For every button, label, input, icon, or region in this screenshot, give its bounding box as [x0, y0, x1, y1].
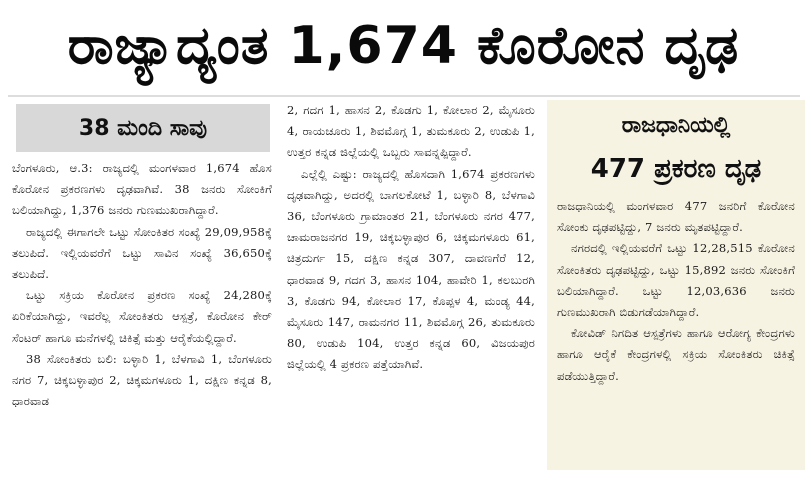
sidebar-heading-line2: 477 ಪ್ರಕರಣ ದೃಢ: [590, 154, 762, 184]
right-paragraph-3: ಕೋವಿಡ್ ನಿಗದಿತ ಆಸ್ಪತ್ರೆಗಳು ಹಾಗೂ ಆರೋಗ್ಯ ಕೇಂದ್ರಗಳು ಹಾಗೂ ಆರೈಕೆ ಕೇಂದ್ರಗಳಲ್ಲಿ ಸಕ್ರಿಯ ಸೋಂಕಿತರು ಚಿಕಿತ್ಸೆ ಪಡೆಯುತ್ತಿದ್ದಾರೆ.: [557, 326, 795, 383]
left-paragraph-1: ಬೆಂಗಳೂರು, ಆ.3: ರಾಜ್ಯದಲ್ಲಿ ಮಂಗಳವಾರ 1,674 ಹೊಸ ಕೊರೋನ ಪ್ರಕರಣಗಳು ದೃಢವಾಗಿವೆ. 38 ಜನರು ಸೋಂಕಿಗೆ ಬಲಿಯಾಗಿದ್ದು, 1,376 ಜನರು ಗುಣಮುಖರಾಗಿದ್ದಾರೆ.: [12, 161, 272, 218]
headline: ರಾಜ್ಯಾದ್ಯಂತ 1,674 ಕೊರೋನ ದೃಢ: [67, 15, 740, 76]
right-paragraph-1: ರಾಜಧಾನಿಯಲ್ಲಿ ಮಂಗಳವಾರ 477 ಜನರಿಗೆ ಕೊರೋನ ಸೋಂಕು ದೃಢಪಟ್ಟಿದ್ದು, 7 ಜನರು ಮೃತಪಟ್ಟಿದ್ದಾರೆ.: [557, 199, 795, 235]
headline-divider: [8, 95, 800, 97]
left-paragraph-2: ರಾಜ್ಯದಲ್ಲಿ ಈಗಾಗಲೇ ಒಟ್ಟು ಸೋಂಕಿತರ ಸಂಖ್ಯೆ 29,09,958ಕ್ಕೆ ತಲುಪಿದೆ. ಇಲ್ಲಿಯವರೆಗೆ ಒಟ್ಟು ಸಾವಿನ ಸಂಖ್ಯೆ 36,650ಕ್ಕೆ ತಲುಪಿದೆ.: [12, 224, 272, 282]
left-column: [6, 100, 276, 412]
deaths-box-title: 38 ಮಂದಿ ಸಾವು: [16, 104, 270, 152]
middle-paragraph-2: ಎಲ್ಲೆಲ್ಲಿ ಎಷ್ಟು: ರಾಜ್ಯದಲ್ಲಿ ಹೊಸದಾಗಿ 1,674 ಪ್ರಕರಣಗಳು ದೃಢವಾಗಿದ್ದು, ಅದರಲ್ಲಿ ಬಾಗಲಕೋಟೆ 1, ಬಳ್ಳಾರಿ 8, ಬೆಳಗಾವಿ 36, ಬೆಂಗಳೂರು ಗ್ರಾಮಾಂತರ 21, ಬೆಂಗಳೂರು ನಗರ 477, ಚಾಮರಾಜನಗರ 19, ಚಿಕ್ಕಬಳ್ಳಾಪುರ 6, ಚಿಕ್ಕಮಗಳೂರು 61, ಚಿತ್ರದುರ್ಗ 15, ದಕ್ಷಿಣ ಕನ್ನಡ 307, ದಾವಣಗೆರೆ 12, ಧಾರವಾಡ 9, ಗದಗ 3, ಹಾಸನ 104, ಹಾವೇರಿ 1, ಕಲಬುರಗಿ 3, ಕೊಡಗು 94, ಕೋಲಾರ 17, ಕೊಪ್ಪಳ 4, ಮಂಡ್ಯ 44, ಮೈಸೂರು 147, ರಾಮನಗರ 11, ಶಿವಮೊಗ್ಗ 26, ತುಮಕೂರು 80, ಉಡುಪಿ 104, ಉತ್ತರ ಕನ್ನಡ 60, ವಿಜಯಪುರ ಜಿಲ್ಲೆಯಲ್ಲಿ 4 ಪ್ರಕರಣ ಪತ್ತೆಯಾಗಿವೆ.: [287, 166, 535, 372]
sidebar-heading: [547, 106, 805, 192]
middle-column: [281, 100, 539, 376]
right-paragraph-2: ನಗರದಲ್ಲಿ ಇಲ್ಲಿಯವರೆಗೆ ಒಟ್ಟು 12,28,515 ಕೊರೋನ ಸೋಂಕಿತರು ದೃಢಪಟ್ಟಿದ್ದು, ಒಟ್ಟು 15,892 ಜನರು ಸೋಂಕಿಗೆ ಬಲಿಯಾಗಿದ್ದಾರೆ. ಒಟ್ಟು 12,03,636 ಜನರು ಗುಣಮುಖರಾಗಿ ಬಿಡುಗಡೆಯಾಗಿದ್ದಾರೆ.: [557, 241, 795, 320]
left-paragraph-4: 38 ಸೋಂಕಿತರು ಬಲಿ: ಬಳ್ಳಾರಿ 1, ಬೆಳಗಾವಿ 1, ಬೆಂಗಳೂರು ನಗರ 7, ಚಿಕ್ಕಬಳ್ಳಾಪುರ 2, ಚಿಕ್ಕಮಗಳೂರು 1, ದಕ್ಷಿಣ ಕನ್ನಡ 8, ಧಾರವಾಡ: [12, 351, 272, 409]
left-paragraph-3: ಒಟ್ಟು ಸಕ್ರಿಯ ಕೊರೋನ ಪ್ರಕರಣ ಸಂಖ್ಯೆ 24,280ಕ್ಕೆ ಏರಿಕೆಯಾಗಿದ್ದು, ಇವರೆಲ್ಲ ಸೋಂಕಿತರು ಆಸ್ಪತ್ರೆ, ಕೊರೋನ ಕೇರ್ ಸೆಂಟರ್ ಹಾಗೂ ಮನೆಗಳಲ್ಲಿ ಚಿಕಿತ್ಸೆ ಮತ್ತು ಆರೈಕೆಯಲ್ಲಿದ್ದಾರೆ.: [12, 288, 272, 345]
middle-paragraph-1: 2, ಗದಗ 1, ಹಾಸನ 2, ಕೊಡಗು 1, ಕೋಲಾರ 2, ಮೈಸೂರು 4, ರಾಯಚೂರು 1, ಶಿವಮೊಗ್ಗ 1, ತುಮಕೂರು 2, ಉಡುಪಿ 1, ಉತ್ತರ ಕನ್ನಡ ಜಿಲ್ಲೆಯಲ್ಲಿ ಒಬ್ಬರು ಸಾವನ್ನಪ್ಪಿದ್ದಾರೆ.: [287, 103, 535, 160]
right-sidebar: [547, 100, 805, 470]
sidebar-heading-line1: ರಾಜಧಾನಿಯಲ್ಲಿ: [621, 113, 731, 138]
